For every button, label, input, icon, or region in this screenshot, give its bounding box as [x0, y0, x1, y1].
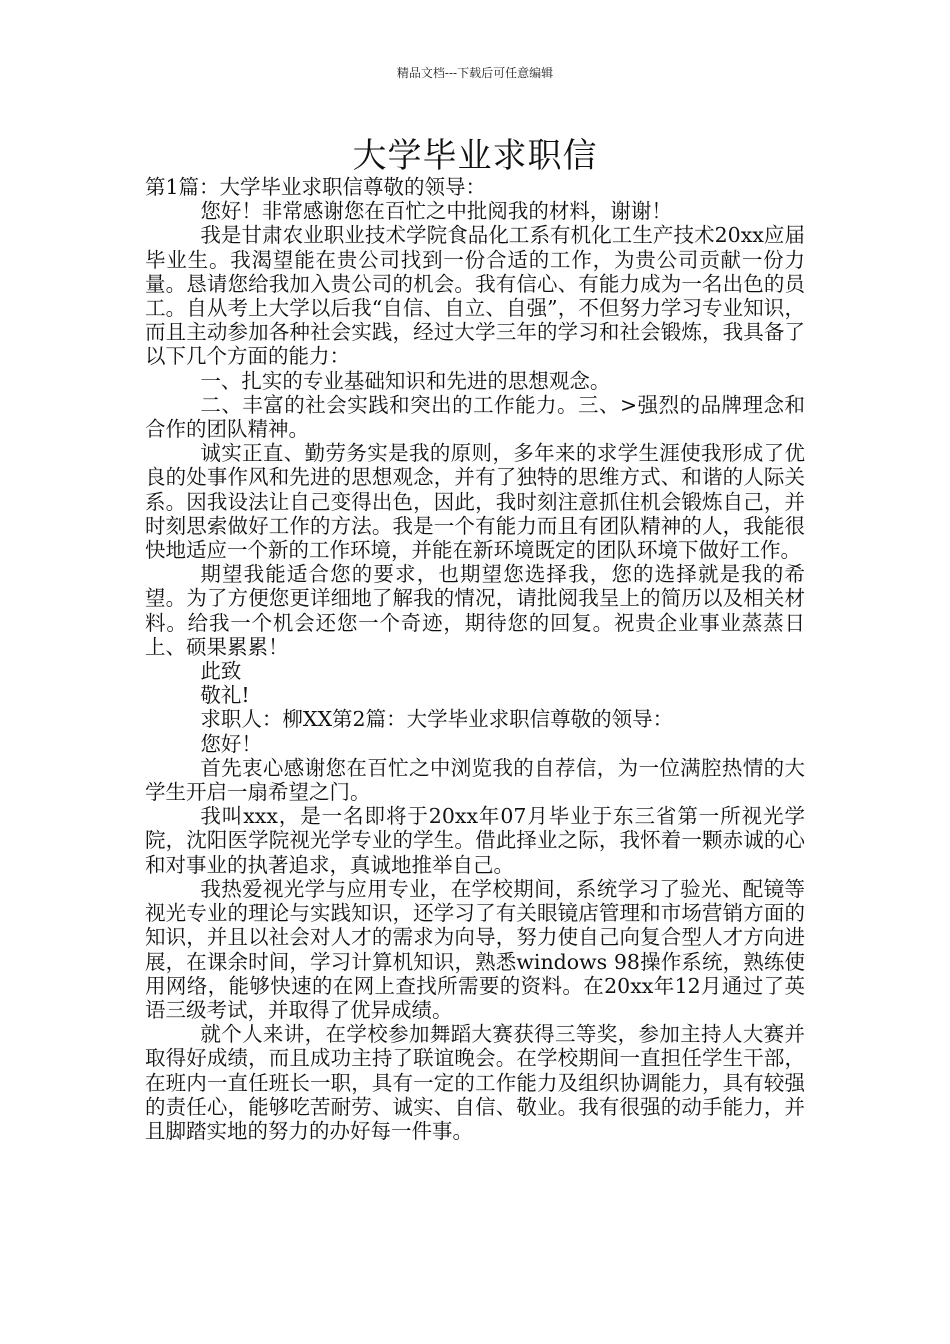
paragraph: 我是甘肃农业职业技术学院食品化工系有机化工生产技术20xx应届毕业生。我渴望能在贵公司找到一份合适的工作，为贵公司贡献一份力量。恳请您给我加入贵公司的机会。我有信心、有能力成为一名出色的员工。自从考上大学以后我“自信、自立、自强”，不但努力学习专业知识，而且主动参加各种社会实践，经过大学三年的学习和社会锻炼，我具备了以下几个方面的能力： — [145, 223, 805, 369]
paragraph: 诚实正直、勤劳务实是我的原则，多年来的求学生涯使我形成了优良的处事作风和先进的思想观念，并有了独特的思维方式、和谐的人际关系。因我设法让自己变得出色，因此，我时刻注意抓住机会锻炼自己，并时刻思索做好工作的方法。我是一个有能力而且有团队精神的人，我能很快地适应一个新的工作环境，并能在新环境既定的团队环境下做好工作。 — [145, 441, 805, 563]
paragraph: 我叫xxx，是一名即将于20xx年07月毕业于东三省第一所视光学院，沈阳医学院视光学专业的学生。借此择业之际，我怀着一颗赤诚的心和对事业的执著追求，真诚地推举自己。 — [145, 804, 805, 877]
paragraph: 一、扎实的专业基础知识和先进的思想观念。 — [200, 368, 611, 393]
page-title: 大学毕业求职信 — [352, 136, 598, 176]
letter-body — [145, 175, 805, 1143]
greeting: 您好！ — [200, 731, 262, 756]
header-note: 精品文档---下载后可任意编辑 — [396, 66, 554, 80]
paragraph: 您好！非常感谢您在百忙之中批阅我的材料，谢谢！ — [200, 199, 672, 224]
paragraph: 就个人来讲，在学校参加舞蹈大赛获得三等奖，参加主持人大赛并取得好成绩，而且成功主持了联谊晚会。在学校期间一直担任学生干部，在班内一直任班长一职，具有一定的工作能力及组织协调能力，具有较强的责任心，能够吃苦耐劳、诚实、自信、敬业。我有很强的动手能力，并且脚踏实地的努力的办好每一件事。 — [145, 1022, 805, 1143]
paragraph: 期望我能适合您的要求，也期望您选择我，您的选择就是我的希望。为了方便您更详细地了解我的情况，请批阅我呈上的简历以及相关材料。给我一个机会还您一个奇迹，期待您的回复。祝贵企业事业蒸蒸日上、硕果累累！ — [145, 562, 805, 659]
paragraph-heading-1: 第1篇：大学毕业求职信尊敬的领导： — [145, 175, 487, 199]
closing-line: 此致 — [200, 659, 242, 684]
paragraph: 首先衷心感谢您在百忙之中浏览我的自荐信，为一位满腔热情的大学生开启一扇希望之门。 — [145, 755, 805, 805]
paragraph: 我热爱视光学与应用专业，在学校期间，系统学习了验光、配镜等视光专业的理论与实践知识，还学习了有关眼镜店管理和市场营销方面的知识，并且以社会对人才的需求为向导，努力使自己向复合型人才方向进展，在课余时间，学习计算机知识，熟悉windows 98操作系统，熟练使用网络，能够快速的在网上查找所需要的资料。在20xx年12月通过了英语三级考试，并取得了优异成绩。 — [145, 876, 805, 1022]
closing-line: 敬礼! — [200, 683, 250, 708]
paragraph: 二、丰富的社会实践和突出的工作能力。三、>强烈的品牌理念和合作的团队精神。 — [145, 392, 805, 442]
signature-line: 求职人：柳XX第2篇：大学毕业求职信尊敬的领导： — [200, 707, 674, 732]
